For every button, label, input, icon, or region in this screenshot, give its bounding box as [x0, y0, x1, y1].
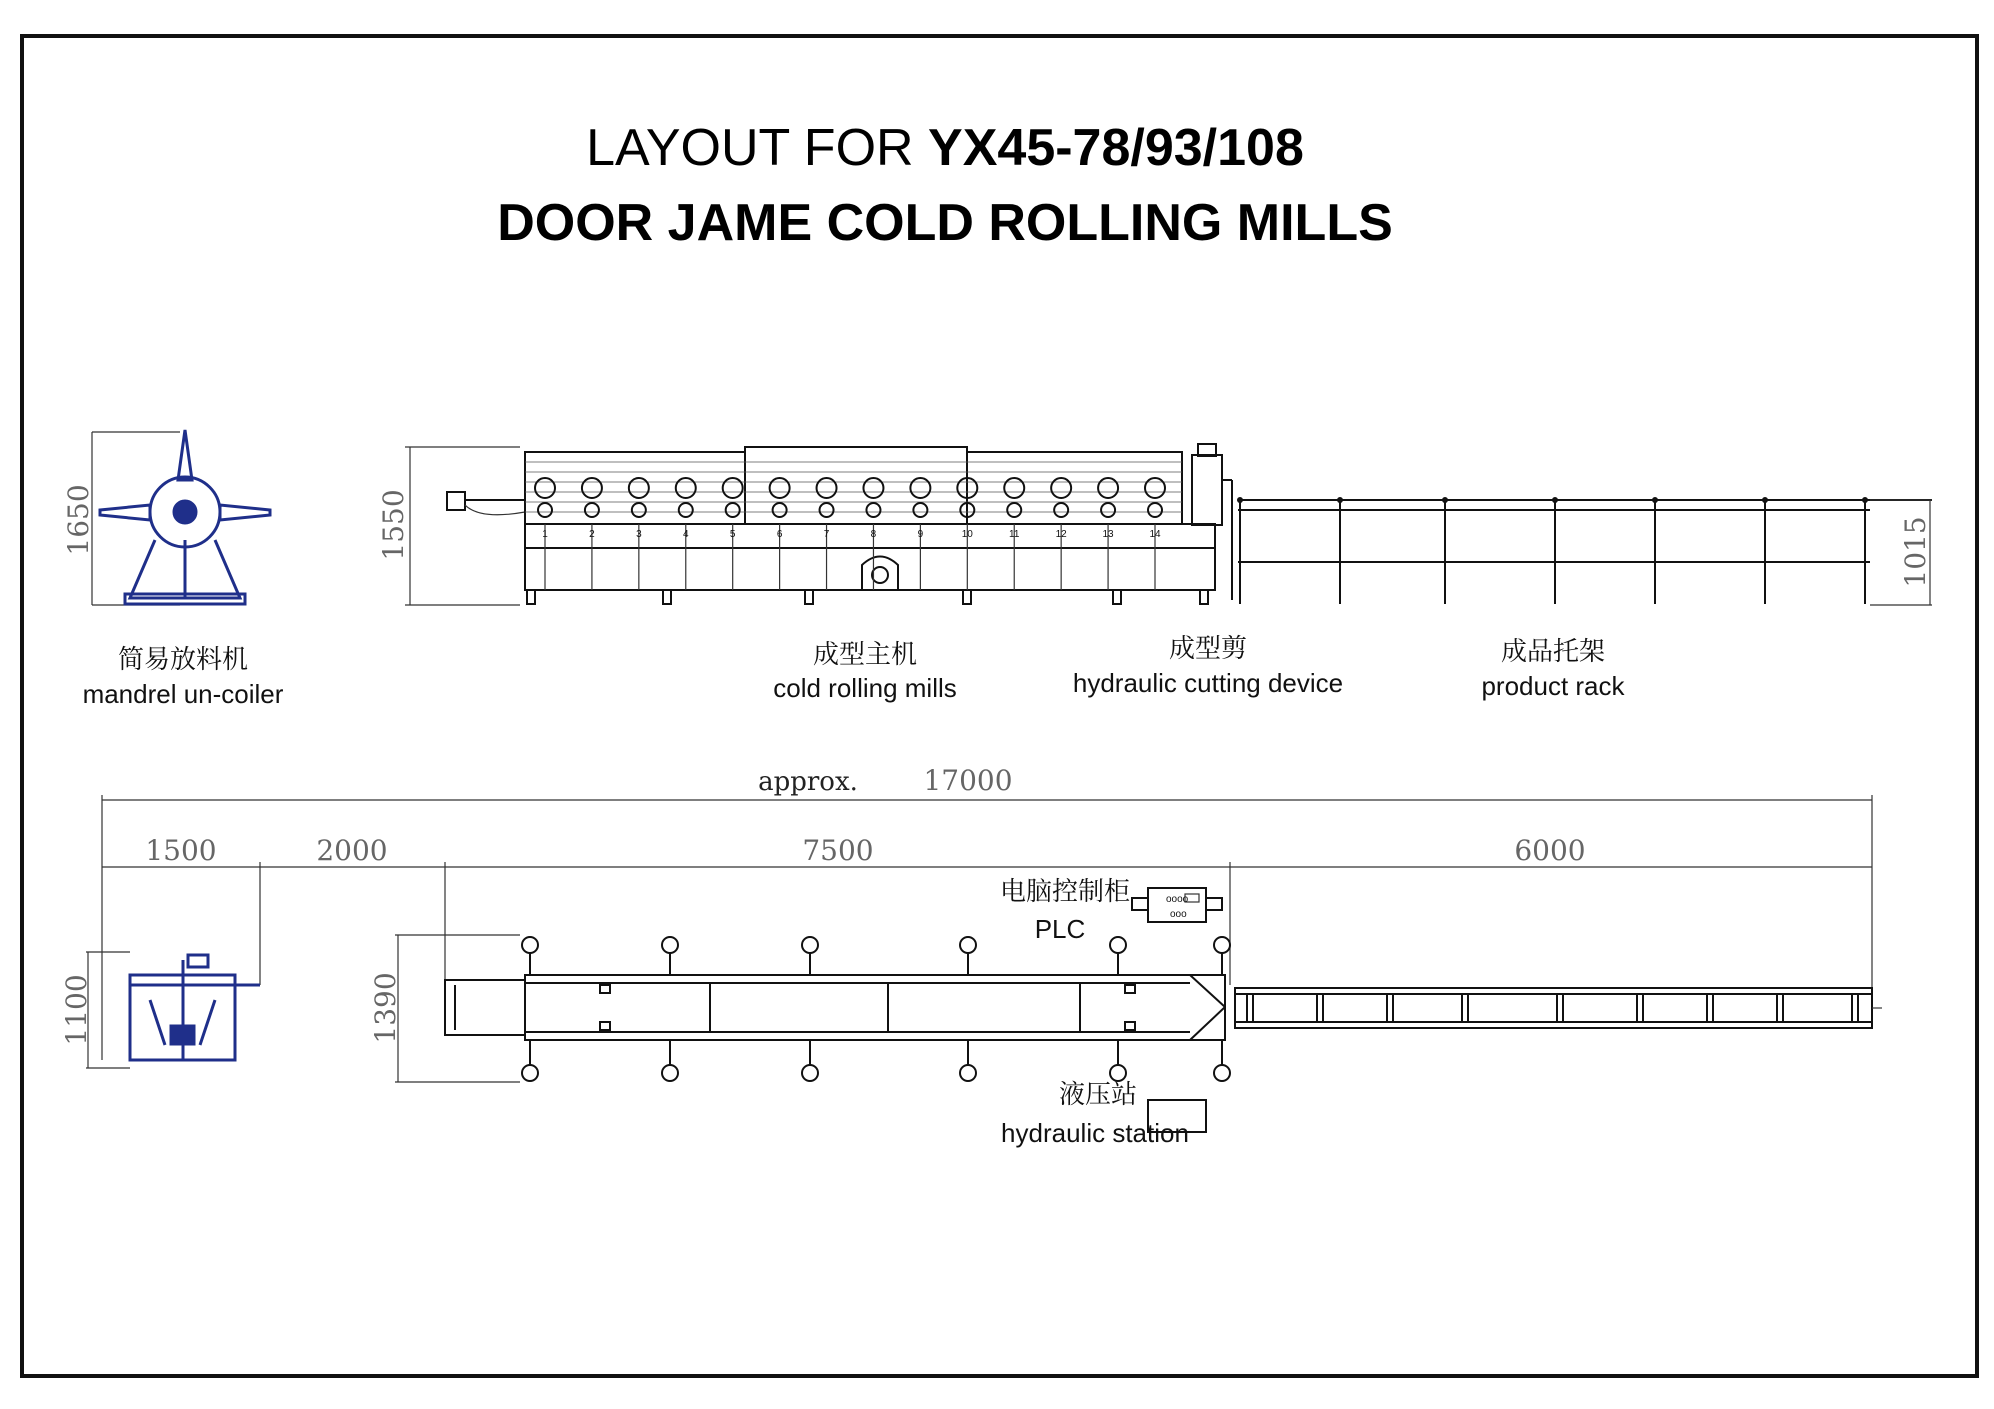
- roller-bottom: [820, 503, 834, 517]
- roller-top: [910, 478, 930, 498]
- rack-roller: [1762, 497, 1768, 503]
- roller-top: [629, 478, 649, 498]
- mill-legs: [527, 590, 1208, 604]
- segment-uncoiler-length: 1500: [145, 834, 217, 867]
- hydraulic-caption-cn: 液压站: [1058, 1079, 1138, 1109]
- title-model: YX45-78/93/108: [928, 119, 1304, 177]
- station-number: 7: [823, 529, 830, 540]
- roller-top: [582, 478, 602, 498]
- stand-foot-bottom: [1214, 1065, 1230, 1081]
- roller-top: [1004, 478, 1024, 498]
- rack-roller: [1442, 497, 1448, 503]
- uncoiler-height-dim: [62, 484, 95, 555]
- stand-foot-top: [802, 937, 818, 953]
- station-number: 3: [636, 529, 642, 540]
- stand-foot-bottom: [522, 1065, 538, 1081]
- title-line-2: DOOR JAME COLD ROLLING MILLS: [497, 194, 1393, 252]
- station-number: 11: [1009, 529, 1020, 540]
- mill-width-label: 1390: [369, 972, 402, 1044]
- cutter-caption-en: hydraulic cutting device: [1072, 668, 1344, 698]
- stand-foot-bottom: [960, 1065, 976, 1081]
- uncoiler-caption-cn: 简易放料机: [117, 644, 249, 674]
- roller-top: [676, 478, 696, 498]
- rack-height-label: 1015: [1899, 516, 1932, 588]
- rack-roller: [1862, 497, 1868, 503]
- title-prefix: LAYOUT FOR: [586, 119, 929, 177]
- station-number: 8: [870, 529, 877, 540]
- rack-cross-member: [1637, 994, 1643, 1022]
- plc-caption-cn: 电脑控制柜: [999, 876, 1131, 906]
- rack-cross-member: [1387, 994, 1393, 1022]
- roller-bottom: [866, 503, 880, 517]
- roller-bottom: [1007, 503, 1021, 517]
- rack-roller: [1552, 497, 1558, 503]
- rack-roller: [1237, 497, 1243, 503]
- segment-rack-length: 6000: [1514, 834, 1586, 867]
- roller-bottom: [726, 503, 740, 517]
- roller-top: [1051, 478, 1071, 498]
- mill-plan-stands: [522, 937, 1230, 1081]
- total-length-prefix: approx.: [758, 767, 858, 797]
- rack-cross-member: [1707, 994, 1713, 1022]
- stand-foot-bottom: [662, 1065, 678, 1081]
- station-number: 14: [1149, 529, 1161, 540]
- stand-foot-top: [1214, 937, 1230, 953]
- rack-roller: [1652, 497, 1658, 503]
- station-number: 10: [961, 529, 973, 540]
- station-number: 6: [776, 529, 783, 540]
- rack-caption-cn: 成品托架: [1500, 636, 1606, 666]
- stand-foot-top: [522, 937, 538, 953]
- mill-caption-cn: 成型主机: [812, 639, 918, 669]
- segment-dims: [102, 834, 1872, 985]
- uncoiler-side-view: [92, 430, 270, 605]
- roller-top: [863, 478, 883, 498]
- station-number: 4: [682, 529, 689, 540]
- segment-mill-length: 7500: [802, 834, 874, 867]
- stand-foot-top: [1110, 937, 1126, 953]
- roller-bottom: [1054, 503, 1068, 517]
- uncoiler-caption-en: mandrel un-coiler: [82, 679, 284, 709]
- rack-side-view: [1238, 500, 1932, 605]
- rack-cross-member: [1777, 994, 1783, 1022]
- rack-roller: [1337, 497, 1343, 503]
- mill-rollers: [535, 478, 1165, 590]
- station-number: 1: [542, 529, 548, 540]
- plc-cabinet: [1000, 876, 1222, 944]
- station-number: 2: [589, 529, 595, 540]
- mill-height-label: 1550: [377, 489, 410, 561]
- stand-foot-top: [662, 937, 678, 953]
- total-length-value: 17000: [923, 764, 1013, 797]
- station-number: 12: [1055, 529, 1067, 540]
- station-number: 5: [729, 529, 736, 540]
- roller-top: [1145, 478, 1165, 498]
- uncoiler-width-label: 1100: [60, 974, 93, 1046]
- roller-bottom: [913, 503, 927, 517]
- station-numbers: [542, 529, 1161, 540]
- roller-top: [770, 478, 790, 498]
- mill-caption-en: cold rolling mills: [773, 673, 957, 703]
- roller-top: [723, 478, 743, 498]
- stand-foot-top: [960, 937, 976, 953]
- plc-caption-en: PLC: [1034, 914, 1086, 944]
- roller-bottom: [679, 503, 693, 517]
- rack-legs: [1237, 497, 1868, 604]
- rack-caption-en: product rack: [1481, 671, 1625, 701]
- rack-cross-member: [1557, 994, 1563, 1022]
- roller-bottom: [1148, 503, 1162, 517]
- stand-foot-bottom: [802, 1065, 818, 1081]
- roller-bottom: [585, 503, 599, 517]
- uncoiler-height-label: 1650: [62, 484, 95, 556]
- roller-top: [1098, 478, 1118, 498]
- hydraulic-station: [1001, 1079, 1206, 1148]
- rack-cross-member: [1317, 994, 1323, 1022]
- title-line-1: [586, 119, 1304, 177]
- station-number: 9: [917, 529, 924, 540]
- plc-panel-dots-2: ooo: [1170, 909, 1187, 920]
- rack-cross-member: [1462, 994, 1468, 1022]
- cutter-caption-cn: 成型剪: [1168, 633, 1248, 663]
- roller-bottom: [538, 503, 552, 517]
- roller-bottom: [773, 503, 787, 517]
- total-length-dim: [102, 764, 1872, 1060]
- mill-guard-mesh: [525, 462, 1182, 512]
- segment-gap-length: 2000: [316, 834, 388, 867]
- roller-bottom: [632, 503, 646, 517]
- hydraulic-caption-en: hydraulic station: [1001, 1118, 1189, 1148]
- station-number: 13: [1102, 529, 1114, 540]
- rack-cross-member: [1852, 994, 1858, 1022]
- uncoiler-plan-view: [86, 952, 260, 1068]
- rack-cross-member: [1247, 994, 1253, 1022]
- roller-top: [817, 478, 837, 498]
- plc-panel-dots: oooo: [1166, 894, 1189, 905]
- roller-bottom: [1101, 503, 1115, 517]
- rack-plan-cross-members: [1247, 994, 1858, 1022]
- roller-top: [535, 478, 555, 498]
